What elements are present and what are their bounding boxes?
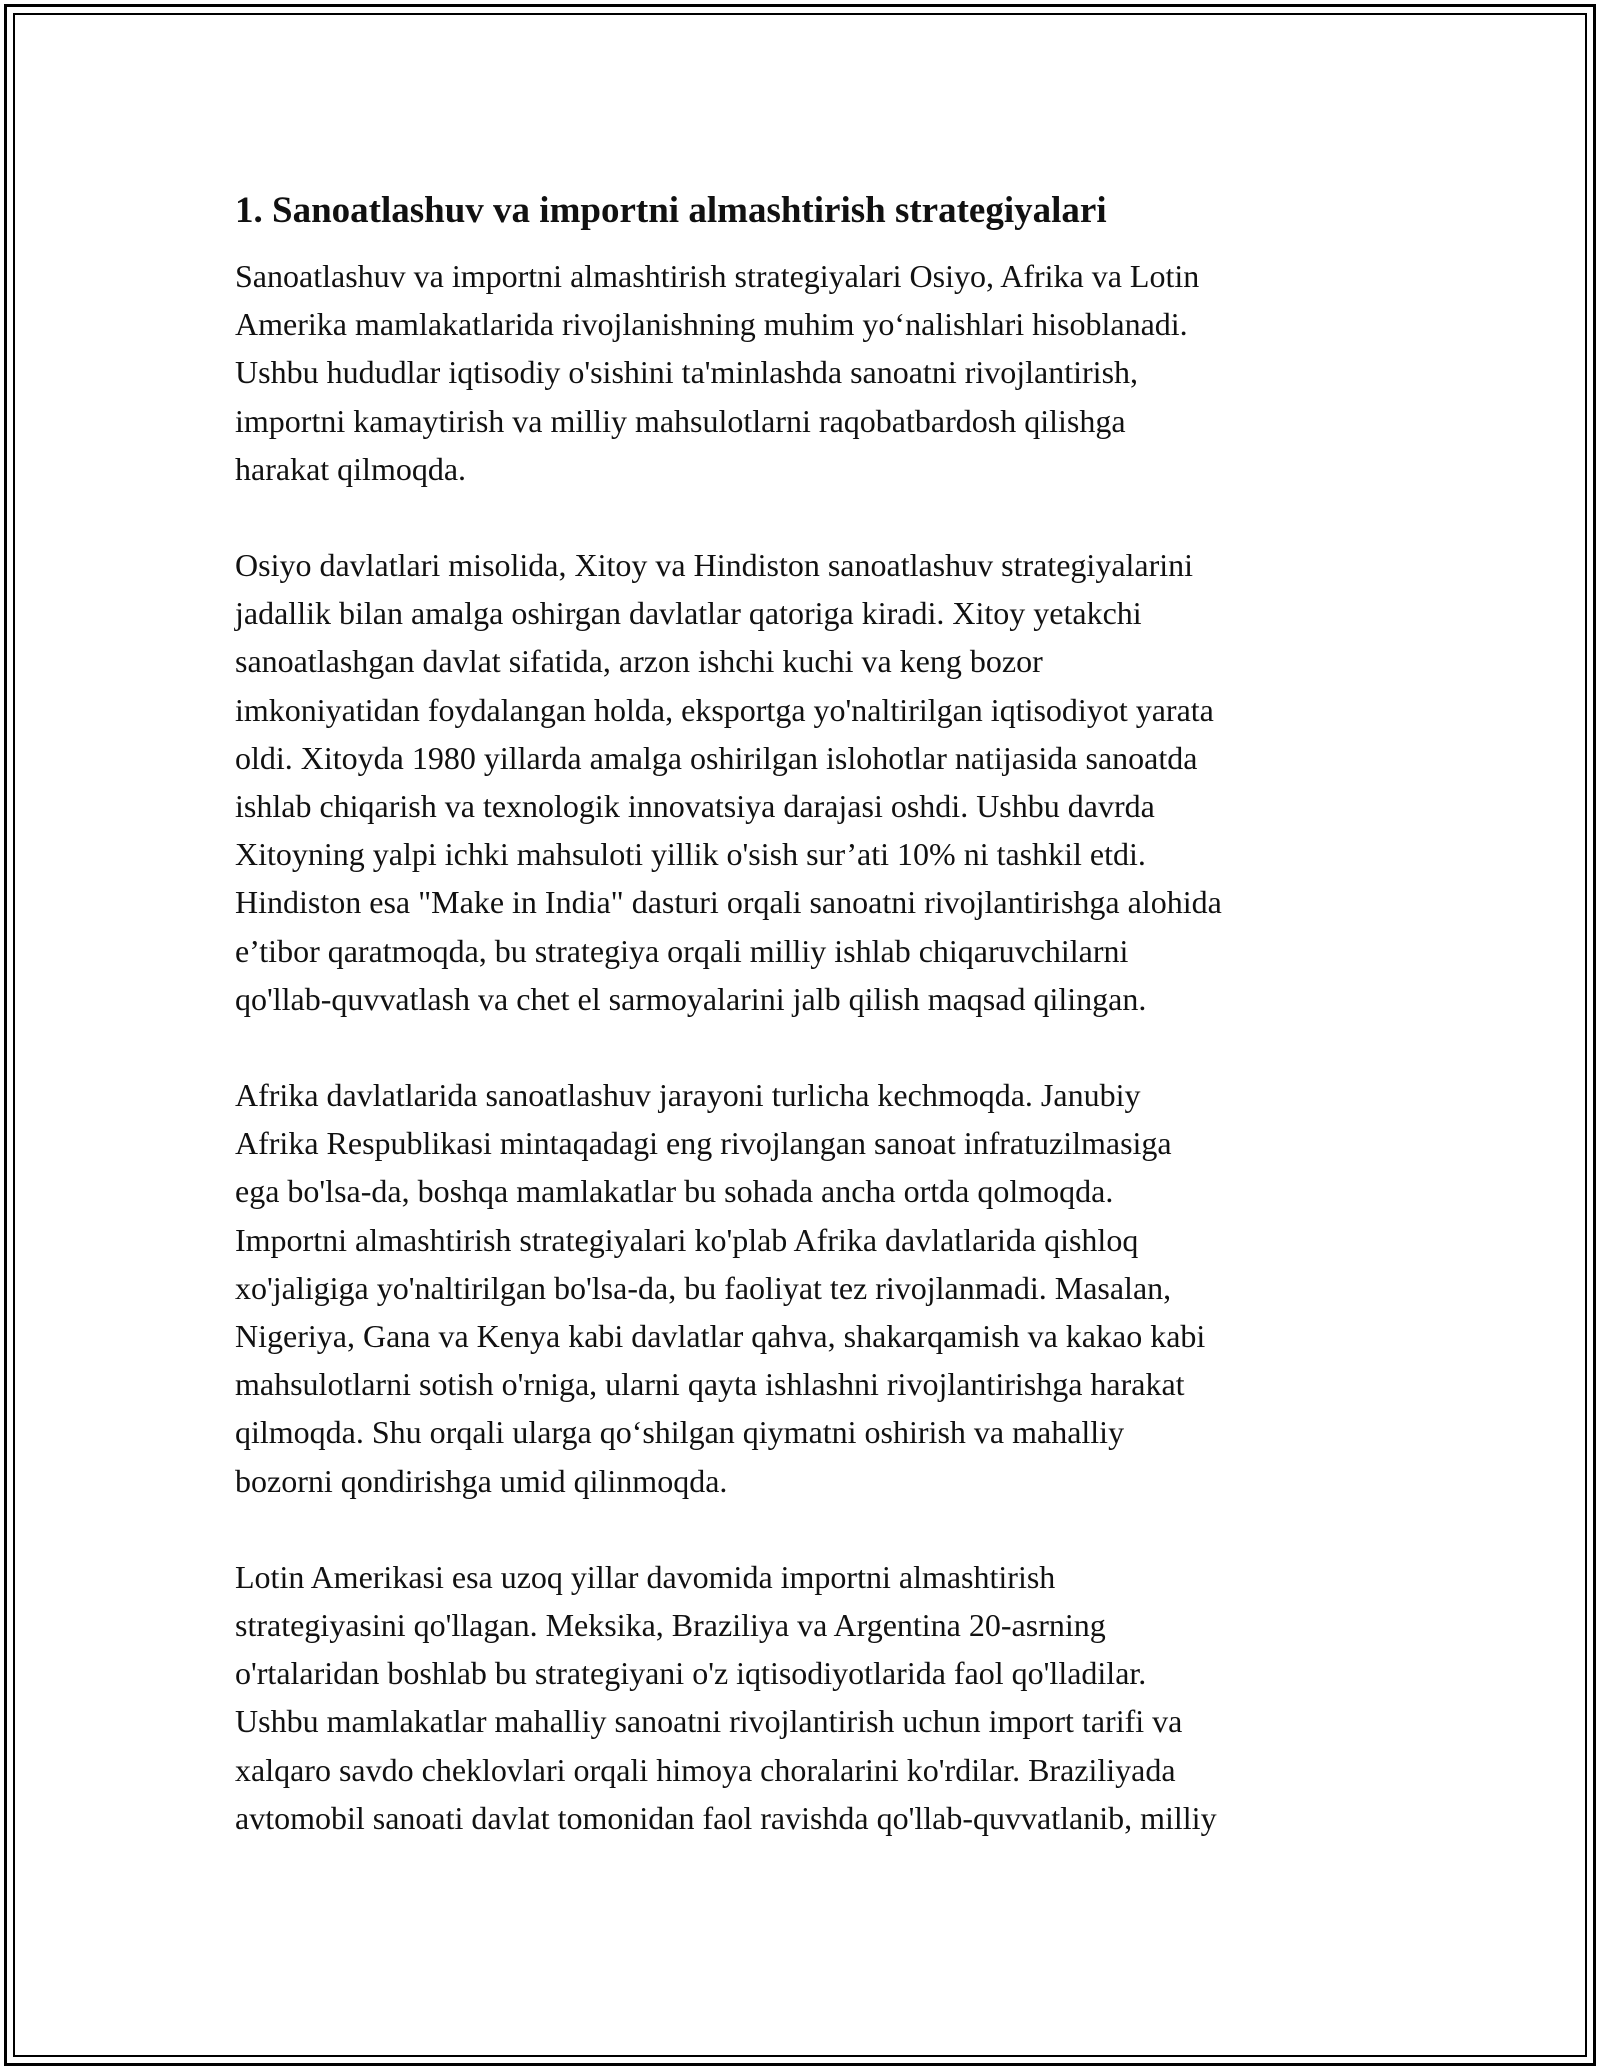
text-line: ishlab chiqarish va texnologik innovatsiya darajasi oshdi. Ushbu davrda xyxy=(235,788,1155,825)
text-line: importni kamaytirish va milliy mahsulotlarni raqobatbardosh qilishga xyxy=(235,402,1126,439)
text-line: Nigeriya, Gana va Kenya kabi davlatlar qahva, shakarqamish va kakao kabi xyxy=(235,1318,1206,1355)
text-line: Importni almashtirish strategiyalari ko'plab Afrika davlatlarida qishloq xyxy=(235,1221,1139,1258)
text-line: harakat qilmoqda. xyxy=(235,450,467,487)
text-line: e’tibor qaratmoqda, bu strategiya orqali milliy ishlab chiqaruvchilarni xyxy=(235,932,1129,969)
text-line: mahsulotlarni sotish o'rniga, ularni qayta ishlashni rivojlantirishga harakat xyxy=(235,1366,1185,1403)
text-line: Afrika davlatlarida sanoatlashuv jarayoni turlicha kechmoqda. Janubiy xyxy=(235,1077,1141,1114)
text-line: avtomobil sanoati davlat tomonidan faol ravishda qo'llab-quvvatlanib, milliy xyxy=(235,1799,1217,1836)
text-line: qilmoqda. Shu orqali ularga qo‘shilgan qiymatni oshirish va mahalliy xyxy=(235,1414,1125,1451)
section-heading: 1. Sanoatlashuv va importni almashtirish strategiyalari xyxy=(235,190,1107,231)
text-line: imkoniyatidan foydalangan holda, eksportga yo'naltirilgan iqtisodiyot yarata xyxy=(235,691,1214,728)
text-line: Osiyo davlatlari misolida, Xitoy va Hindiston sanoatlashuv strategiyalarini xyxy=(235,547,1194,584)
text-line: Amerika mamlakatlarida rivojlanishning muhim yo‘nalishlari hisoblanadi. xyxy=(235,306,1188,343)
text-line: oldi. Xitoyda 1980 yillarda amalga oshirilgan islohotlar natijasida sanoatda xyxy=(235,739,1198,776)
text-line: sanoatlashgan davlat sifatida, arzon ishchi kuchi va keng bozor xyxy=(235,643,1043,680)
text-line: strategiyasini qo'llagan. Meksika, Braziliya va Argentina 20-asrning xyxy=(235,1607,1106,1644)
paragraph-intro xyxy=(235,252,1395,493)
text-line: ega bo'lsa-da, boshqa mamlakatlar bu sohada ancha ortda qolmoqda. xyxy=(235,1173,1114,1210)
paragraph-latin-america xyxy=(235,1553,1395,1842)
text-line: xalqaro savdo cheklovlari orqali himoya choralarini ko'rdilar. Braziliyada xyxy=(235,1751,1176,1788)
text-line: Ushbu mamlakatlar mahalliy sanoatni rivojlantirish uchun import tarifi va xyxy=(235,1703,1183,1740)
text-line: o'rtalaridan boshlab bu strategiyani o'z iqtisodiyotlarida faol qo'lladilar. xyxy=(235,1655,1147,1692)
text-line: Lotin Amerikasi esa uzoq yillar davomida importni almashtirish xyxy=(235,1558,1056,1595)
text-line: Ushbu hududlar iqtisodiy o'sishini ta'minlashda sanoatni rivojlantirish, xyxy=(235,354,1139,391)
text-line: qo'llab-quvvatlash va chet el sarmoyalarini jalb qilish maqsad qilingan. xyxy=(235,980,1147,1017)
text-line: bozorni qondirishga umid qilinmoqda. xyxy=(235,1462,728,1499)
text-line: Sanoatlashuv va importni almashtirish strategiyalari Osiyo, Afrika va Lotin xyxy=(235,258,1200,294)
paragraph-africa xyxy=(235,1071,1395,1505)
text-line: jadallik bilan amalga oshirgan davlatlar qatoriga kiradi. Xitoy yetakchi xyxy=(235,595,1142,632)
text-line: Afrika Respublikasi mintaqadagi eng rivojlangan sanoat infratuzilmasiga xyxy=(235,1125,1172,1162)
document-body xyxy=(235,186,1395,1842)
text-line: Xitoyning yalpi ichki mahsuloti yillik o'sish sur’ati 10% ni tashkil etdi. xyxy=(235,836,1146,873)
text-line: xo'jaligiga yo'naltirilgan bo'lsa-da, bu faoliyat tez rivojlanmadi. Masalan, xyxy=(235,1269,1172,1306)
paragraph-asia xyxy=(235,541,1395,1023)
text-line: Hindiston esa "Make in India" dasturi orqali sanoatni rivojlantirishga alohida xyxy=(235,884,1222,921)
